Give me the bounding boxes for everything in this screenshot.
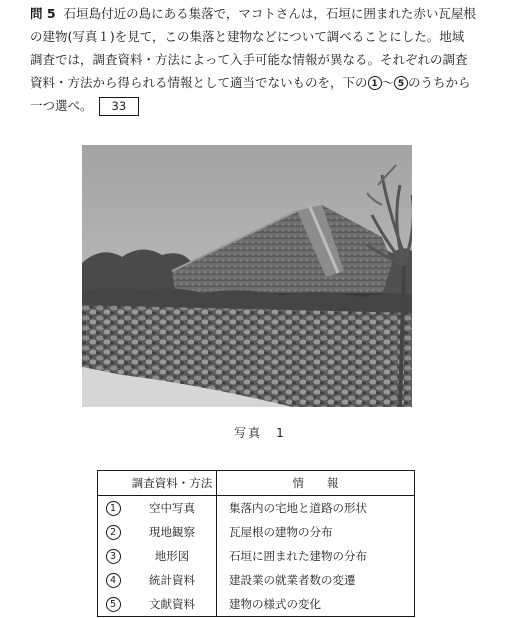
table-row[interactable] bbox=[98, 544, 415, 568]
ruby-reading bbox=[436, 0, 456, 1]
header-info: 情 報 bbox=[217, 471, 415, 496]
answer-box[interactable]: 33 bbox=[99, 97, 140, 116]
header-num bbox=[98, 471, 129, 496]
circled-number: 5 bbox=[106, 597, 121, 612]
photo-image bbox=[82, 145, 412, 407]
row-info: 石垣に囲まれた建物の分布 bbox=[217, 544, 415, 568]
row-method: 文献資料 bbox=[149, 597, 195, 611]
row-info: 建物の様式の変化 bbox=[217, 592, 415, 617]
row-method: 地形図 bbox=[154, 549, 190, 563]
table-row[interactable] bbox=[98, 496, 415, 521]
question-line-1 bbox=[30, 2, 500, 25]
row-info: 瓦屋根の建物の分布 bbox=[217, 520, 415, 544]
photo-stone-wall-house bbox=[82, 145, 412, 407]
circled-number: 4 bbox=[106, 573, 121, 588]
row-info: 集落内の宅地と道路の形状 bbox=[217, 496, 415, 521]
question-number: 問 5 bbox=[30, 6, 56, 21]
circled-number-first: 1 bbox=[368, 76, 382, 90]
range-tilde: ～ bbox=[381, 75, 395, 90]
circled-number: 2 bbox=[106, 525, 121, 540]
question-line-3: 調査では，調査資料・方法によって入手可能な情報が異なる。それぞれの調査 bbox=[30, 52, 468, 67]
question-line-5 bbox=[30, 94, 500, 117]
row-num bbox=[98, 520, 129, 544]
row-num bbox=[98, 496, 129, 521]
question-block bbox=[30, 2, 500, 117]
table-row[interactable] bbox=[98, 568, 415, 592]
header-method: 調査資料・方法 bbox=[128, 471, 217, 496]
table-row[interactable] bbox=[98, 520, 415, 544]
question-line-2: の建物(写真１)を見て，この集落と建物などについて調べることにした。地域 bbox=[30, 29, 465, 44]
row-num bbox=[98, 592, 129, 617]
table-row[interactable] bbox=[98, 592, 415, 617]
row-info: 建設業の就業者数の変遷 bbox=[217, 568, 415, 592]
circled-number: 3 bbox=[106, 549, 121, 564]
question-text-4a: 資料・方法から得られる情報として適当でないものを，下の bbox=[30, 75, 368, 90]
survey-table bbox=[97, 470, 415, 617]
question-text-5: 一つ選べ。 bbox=[30, 98, 93, 113]
table-header-row bbox=[98, 471, 415, 496]
row-num bbox=[98, 544, 129, 568]
row-method: 現地観察 bbox=[149, 525, 195, 539]
ruby-kawara bbox=[438, 2, 451, 25]
row-num bbox=[98, 568, 129, 592]
circled-number-last: 5 bbox=[394, 76, 408, 90]
question-text-4b: のうちから bbox=[408, 75, 471, 90]
row-method: 空中写真 bbox=[149, 501, 195, 515]
photo-caption: 写真 1 bbox=[234, 426, 286, 440]
question-text-1b: 屋根 bbox=[450, 6, 476, 21]
circled-number: 1 bbox=[106, 501, 121, 516]
question-text-1a: 石垣島付近の島にある集落で，マコトさんは，石垣に囲まれた赤い bbox=[63, 6, 439, 21]
question-line-4 bbox=[30, 71, 500, 94]
row-method: 統計資料 bbox=[149, 573, 195, 587]
ruby-base: 瓦 bbox=[438, 6, 451, 21]
